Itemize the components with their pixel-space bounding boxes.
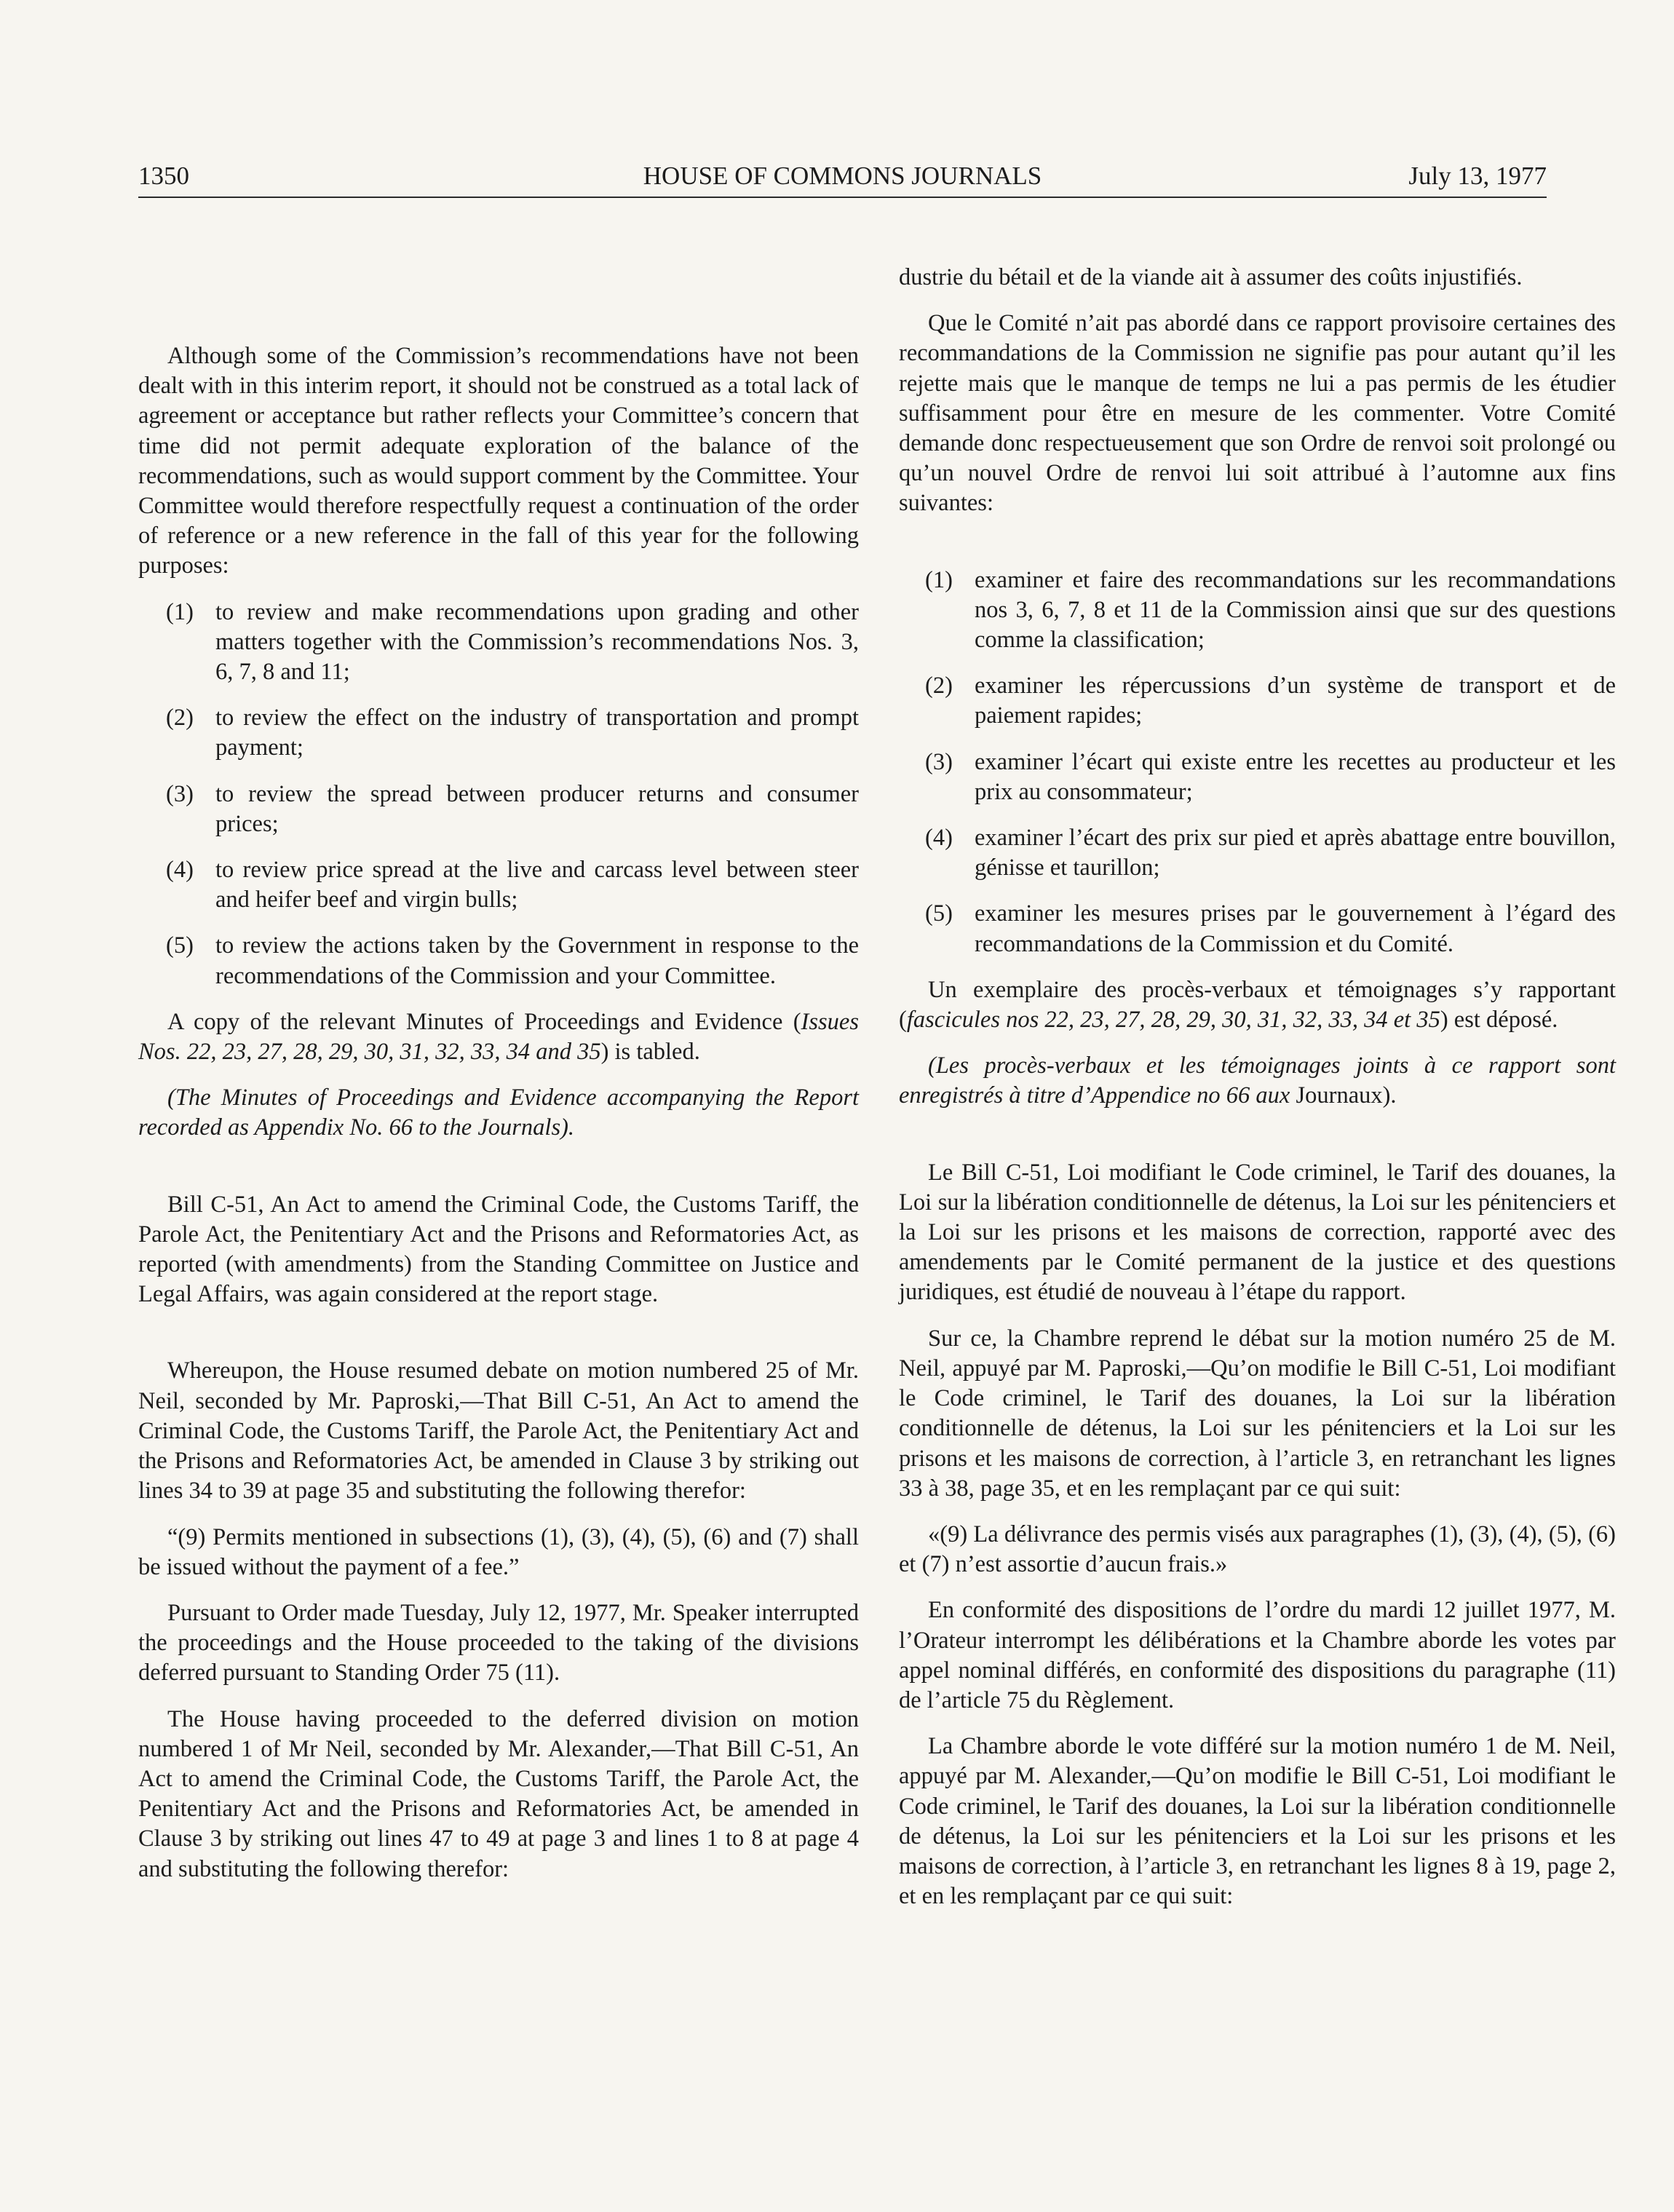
en-list-number: (2) bbox=[166, 705, 194, 732]
fr-list-number: (1) bbox=[925, 566, 953, 593]
fr-list-number: (3) bbox=[925, 748, 953, 775]
fr-list-text: examiner les répercussions d’un système de transport et de paiement rapides; bbox=[975, 673, 1616, 729]
fr-intro-paragraph: Que le Comité n’ait pas abordé dans ce rapport provisoire certaines des recommandations de la Commission ne signifie pas pour autant qu’il les rejette mais que le manque de temps ne lui a pas permis de les étudier suffisamment pour être en mesure de les commenter. Votre Comité demande donc respectueusement que son Ordre de renvoi soit prolongé ou qu’un nouvel Ordre de renvoi lui soit attribué à l’automne aux fins suivantes: bbox=[899, 310, 1616, 517]
fr-list-item bbox=[899, 566, 1616, 656]
en-list-number: (3) bbox=[166, 780, 194, 807]
fr-list-item bbox=[899, 748, 1616, 807]
fr-amendment-quote: «(9) La délivrance des permis visés aux paragraphes (1), (3), (4), (5), (6) et (7) n’est assortie d’aucun frais.» bbox=[899, 1521, 1616, 1578]
en-minutes-note: (The Minutes of Proceedings and Evidence accompanying the Report recorded as Appendix No. 66 to the Journals). bbox=[138, 1085, 859, 1141]
en-list-text: to review the spread between producer returns and consumer prices; bbox=[215, 780, 859, 837]
fr-list-number: (4) bbox=[925, 825, 953, 852]
en-pursuant-paragraph: Pursuant to Order made Tuesday, July 12, 1977, Mr. Speaker interrupted the proceedings and the House proceeded to the taking of the divisions deferred pursuant to Standing Order 75 (11). bbox=[138, 1599, 859, 1686]
en-bill-paragraph: Bill C-51, An Act to amend the Criminal Code, the Customs Tariff, the Parole Act, the Penitentiary Act and the Prisons and Reformatories Act, as reported (with amendments) from the Standing Committee on Justice and Legal Affairs, was again considered at the report stage. bbox=[138, 1191, 859, 1308]
fr-list-number: (5) bbox=[925, 900, 953, 927]
fr-copy-tabled: Un exemplaire des procès-verbaux et témoignages s’y rapportant (fascicules nos 22, 23, 27, 28, 29, 30, 31, 32, 33, 34 et 35) est déposé. bbox=[899, 976, 1616, 1034]
en-list-item bbox=[138, 855, 859, 915]
fr-pursuant-paragraph: En conformité des dispositions de l’ordre du mardi 12 juillet 1977, M. l’Orateur interrompt les délibérations et la Chambre aborde les votes par appel nominal différés, en conformité des dispositions du paragraphe (11) de l’article 75 du Règlement. bbox=[899, 1597, 1616, 1713]
en-copy-tabled: A copy of the relevant Minutes of Proceedings and Evidence (Issues Nos. 22, 23, 27, 28, 29, 30, 31, 32, 33, 34 and 35) is tabled. bbox=[138, 1008, 859, 1066]
en-list-text: to review and make recommendations upon grading and other matters together with the Commission’s recommendations Nos. 3, 6, 7, 8 and 11; bbox=[215, 598, 859, 686]
fr-list-text: examiner les mesures prises par le gouvernement à l’égard des recommandations de la Commission et du Comité. bbox=[975, 900, 1616, 957]
journal-date: July 13, 1977 bbox=[1408, 162, 1547, 190]
fr-list-text: examiner l’écart qui existe entre les recettes au producteur et les prix au consommateur; bbox=[975, 748, 1616, 805]
fr-list-text: examiner l’écart des prix sur pied et après abattage entre bouvillon, génisse et taurillon; bbox=[975, 825, 1616, 881]
fr-bill-paragraph: Le Bill C-51, Loi modifiant le Code criminel, le Tarif des douanes, la Loi sur la libération conditionnelle de détenus, la Loi sur les pénitenciers et la Loi sur les prisons et les maisons de correction, rapporté avec des amendements par le Comité permanent de la justice et des questions juridiques, est étudié de nouveau à l’étape du rapport. bbox=[899, 1159, 1616, 1306]
fr-list-item bbox=[899, 671, 1616, 731]
en-deferred-paragraph: The House having proceeded to the deferred division on motion numbered 1 of Mr Neil, seconded by Mr. Alexander,—That Bill C-51, An Act to amend the Criminal Code, the Customs Tariff, the Parole Act, the Penitentiary Act and the Prisons and Reformatories Act, be amended in Clause 3 by striking out lines 47 to 49 at page 3 and lines 1 to 8 at page 4 and substituting the following therefor: bbox=[138, 1705, 859, 1882]
journal-title: HOUSE OF COMMONS JOURNALS bbox=[643, 162, 1042, 190]
en-list-item bbox=[138, 703, 859, 763]
en-list-number: (1) bbox=[166, 598, 194, 625]
en-list-item bbox=[138, 598, 859, 688]
fr-list-item bbox=[899, 823, 1616, 883]
en-list-item bbox=[138, 931, 859, 991]
fr-minutes-note: (Les procès-verbaux et les témoignages joints à ce rapport sont enregistrés à titre d’Appendice no 66 aux Journaux). bbox=[899, 1053, 1616, 1109]
page-number: 1350 bbox=[138, 162, 189, 190]
en-list-text: to review price spread at the live and carcass level between steer and heifer beef and virgin bulls; bbox=[215, 857, 859, 913]
english-column bbox=[138, 341, 859, 1900]
en-list-item bbox=[138, 780, 859, 839]
fr-continuation-text: dustrie du bétail et de la viande ait à assumer des coûts injustifiés. bbox=[899, 264, 1523, 290]
en-amendment-quote: “(9) Permits mentioned in subsections (1), (3), (4), (5), (6) and (7) shall be issued without the payment of a fee.” bbox=[138, 1523, 859, 1580]
fr-list-number: (2) bbox=[925, 673, 953, 699]
french-column bbox=[899, 263, 1616, 1927]
fr-whereupon-paragraph: Sur ce, la Chambre reprend le débat sur la motion numéro 25 de M. Neil, appuyé par M. Paproski,—Qu’on modifie le Bill C-51, Loi modifiant le Code criminel, le Tarif des douanes, la Loi sur la libération conditionnelle de détenus, la Loi sur les pénitenciers et la Loi sur les prisons et les maisons de correction, à l’article 3, en retranchant les lignes 33 à 38, page 35, et en les remplaçant par ce qui suit: bbox=[899, 1325, 1616, 1502]
fr-deferred-paragraph: La Chambre aborde le vote différé sur la motion numéro 1 de M. Neil, appuyé par M. Alexander,—Qu’on modifie le Bill C-51, Loi modifiant le Code criminel, le Tarif des douanes, la Loi sur la libération conditionnelle de détenus, la Loi sur les pénitenciers et la Loi sur les prisons et les maisons de correction, à l’article 3, en retranchant les lignes 8 à 19, page 2, et en les remplaçant par ce qui suit: bbox=[899, 1733, 1616, 1910]
fr-list-item bbox=[899, 899, 1616, 959]
en-list-text: to review the effect on the industry of transportation and prompt payment; bbox=[215, 705, 859, 761]
en-list-number: (4) bbox=[166, 857, 194, 884]
fr-list-text: examiner et faire des recommandations sur les recommandations nos 3, 6, 7, 8 et 11 de la Commission ainsi que sur des questions comme la classification; bbox=[975, 566, 1616, 654]
en-list-text: to review the actions taken by the Government in response to the recommendations of the Commission and your Committee. bbox=[215, 932, 859, 989]
page-header bbox=[138, 162, 1547, 198]
en-intro-paragraph: Although some of the Commission’s recommendations have not been dealt with in this interim report, it should not be construed as a total lack of agreement or acceptance but rather reflects your Committee’s concern that time did not permit adequate exploration of the balance of the recommendations, such as would support comment by the Committee. Your Committee would therefore respectfully request a continuation of the order of reference or a new reference in the fall of this year for the following purposes: bbox=[138, 343, 859, 579]
en-whereupon-paragraph: Whereupon, the House resumed debate on motion numbered 25 of Mr. Neil, seconded by Mr. Paproski,—That Bill C-51, An Act to amend the Criminal Code, the Customs Tariff, the Parole Act, the Penitentiary Act and the Prisons and Reformatories Act, be amended in Clause 3 by striking out lines 34 to 39 at page 35 and substituting the following therefor: bbox=[138, 1357, 859, 1505]
en-list-number: (5) bbox=[166, 932, 194, 959]
